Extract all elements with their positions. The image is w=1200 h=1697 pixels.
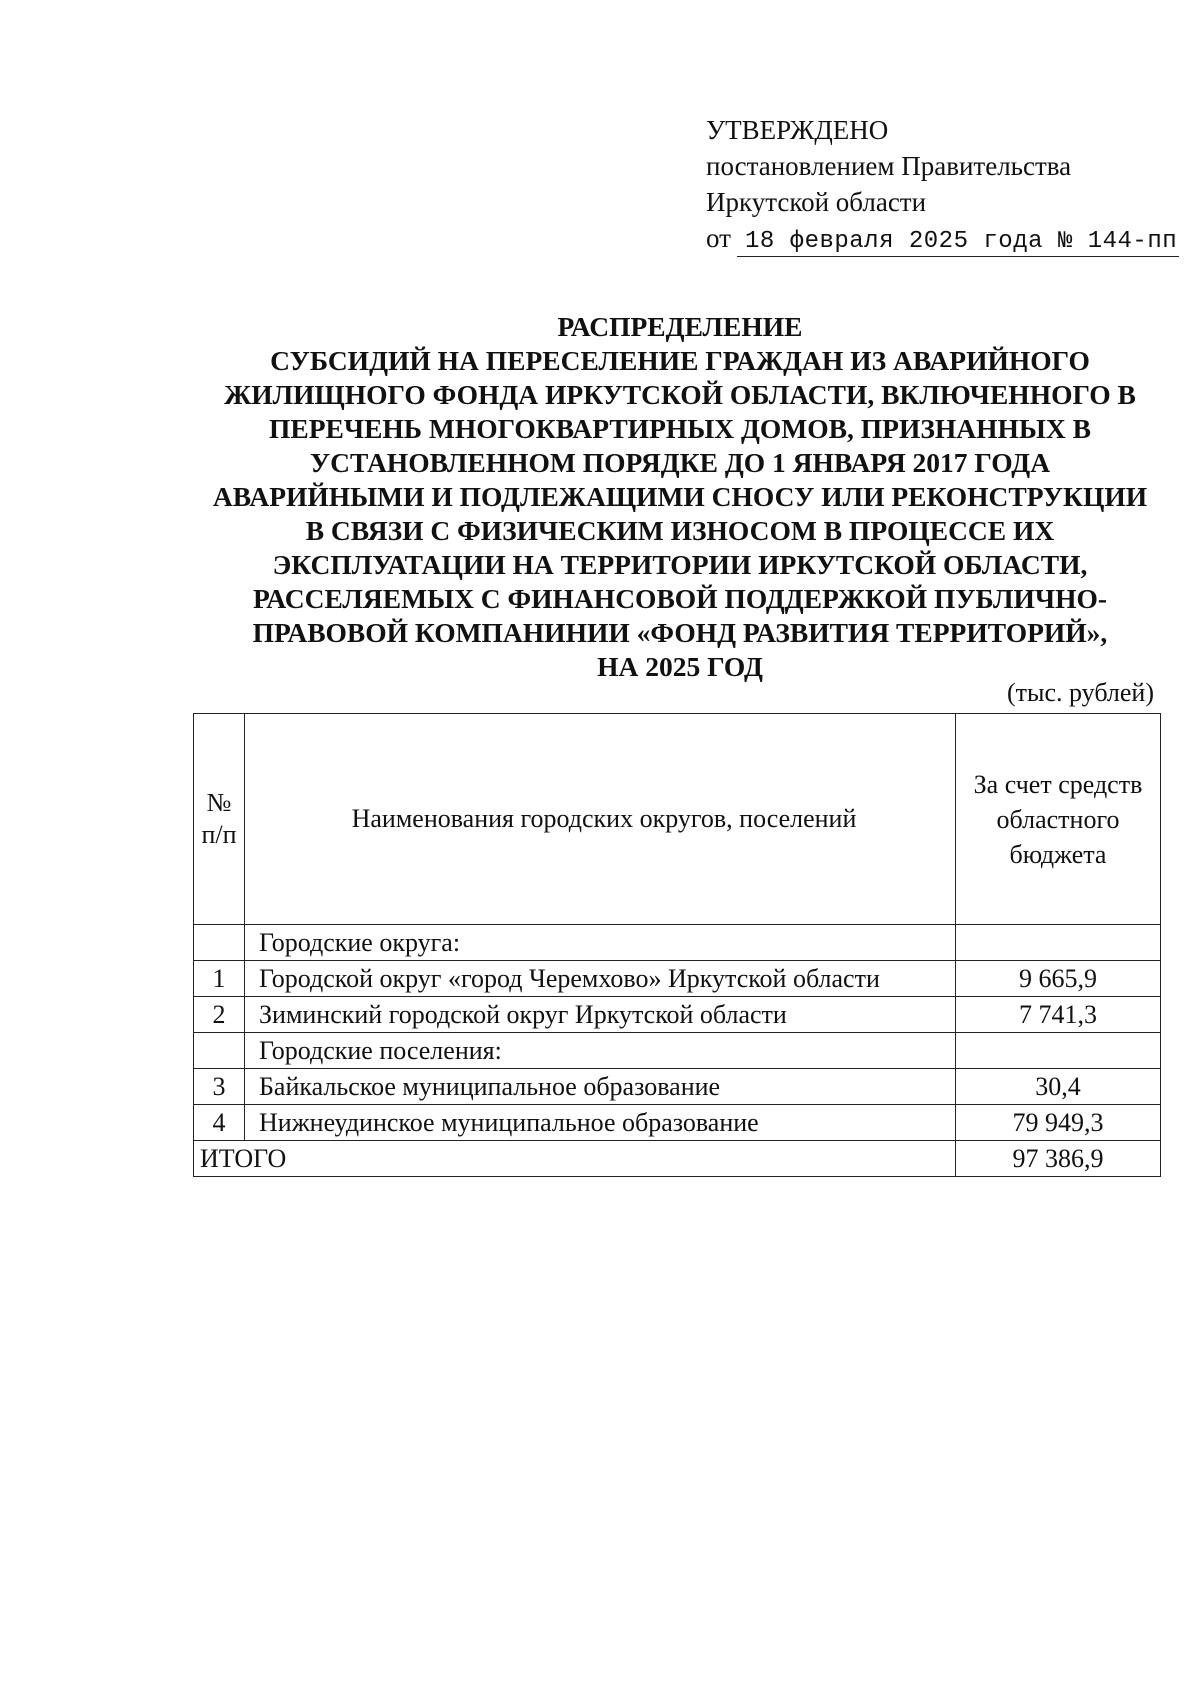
document-title (180, 310, 1180, 684)
approval-line-1: постановлением Правительства (706, 151, 1072, 181)
row-value: 7 741,3 (956, 997, 1161, 1033)
row-value: 79 949,3 (956, 1105, 1161, 1141)
approval-date-line (706, 220, 1179, 257)
date-value: 18 февраля 2025 года № 144-пп (737, 228, 1179, 257)
title-line: НА 2025 ГОД (597, 651, 763, 682)
header-value (956, 714, 1161, 925)
row-number: 4 (194, 1105, 245, 1141)
distribution-table (193, 713, 1161, 1177)
title-line: ЭКСПЛУАТАЦИИ НА ТЕРРИТОРИИ ИРКУТСКОЙ ОБЛАСТИ, (272, 549, 1088, 580)
table-header-row (194, 714, 1161, 925)
approval-block (706, 112, 1179, 257)
section-value-cell (956, 1033, 1161, 1069)
section-number-cell (194, 1033, 245, 1069)
header-number-line-1: № (206, 788, 232, 817)
row-number: 2 (194, 997, 245, 1033)
title-line: РАСПРЕДЕЛЕНИЕ (557, 311, 803, 342)
section-row (194, 1033, 1161, 1069)
total-value: 97 386,9 (956, 1141, 1161, 1177)
title-line: ПЕРЕЧЕНЬ МНОГОКВАРТИРНЫХ ДОМОВ, ПРИЗНАННЫХ В (269, 413, 1091, 444)
row-value: 9 665,9 (956, 961, 1161, 997)
table-row (194, 961, 1161, 997)
header-value-line-1: За счет средств (973, 769, 1143, 799)
table-row (194, 1069, 1161, 1105)
header-name: Наименования городских округов, поселений (245, 714, 956, 925)
date-prefix: от (706, 223, 731, 253)
title-line: В СВЯЗИ С ФИЗИЧЕСКИМ ИЗНОСОМ В ПРОЦЕССЕ ИХ (305, 515, 1055, 546)
title-line: ПРАВОВОЙ КОМПАНИНИИ «ФОНД РАЗВИТИЯ ТЕРРИТОРИЙ», (252, 617, 1108, 648)
row-number: 1 (194, 961, 245, 997)
approval-line-2: Иркутской области (706, 187, 927, 217)
section-number-cell (194, 925, 245, 961)
title-line: АВАРИЙНЫМИ И ПОДЛЕЖАЩИМИ СНОСУ ИЛИ РЕКОНСТРУКЦИИ (212, 481, 1148, 512)
header-number-line-2: п/п (201, 820, 237, 849)
title-line: РАССЕЛЯЕМЫХ С ФИНАНСОВОЙ ПОДДЕРЖКОЙ ПУБЛИЧНО- (252, 583, 1108, 614)
section-value-cell (956, 925, 1161, 961)
total-label: ИТОГО (194, 1141, 956, 1177)
row-name: Нижнеудинское муниципальное образование (245, 1105, 956, 1141)
header-value-line-3: бюджета (1009, 839, 1107, 869)
section-row (194, 925, 1161, 961)
title-line: УСТАНОВЛЕННОМ ПОРЯДКЕ ДО 1 ЯНВАРЯ 2017 ГОДА (309, 447, 1051, 478)
section-label: Городские округа: (245, 925, 956, 961)
title-line: ЖИЛИЩНОГО ФОНДА ИРКУТСКОЙ ОБЛАСТИ, ВКЛЮЧЕННОГО В (224, 379, 1136, 410)
row-number: 3 (194, 1069, 245, 1105)
row-value: 30,4 (956, 1069, 1161, 1105)
approved-label: УТВЕРЖДЕНО (706, 115, 889, 145)
title-line: СУБСИДИЙ НА ПЕРЕСЕЛЕНИЕ ГРАЖДАН ИЗ АВАРИЙНОГО (270, 345, 1090, 376)
row-name: Зиминский городской округ Иркутской области (245, 997, 956, 1033)
total-row (194, 1141, 1161, 1177)
header-number (194, 714, 245, 925)
table-row (194, 997, 1161, 1033)
section-label: Городские поселения: (245, 1033, 956, 1069)
units-label: (тыс. рублей) (1006, 678, 1154, 707)
row-name: Городской округ «город Черемхово» Иркутской области (245, 961, 956, 997)
header-value-line-2: областного (996, 804, 1120, 834)
table-row (194, 1105, 1161, 1141)
row-name: Байкальское муниципальное образование (245, 1069, 956, 1105)
